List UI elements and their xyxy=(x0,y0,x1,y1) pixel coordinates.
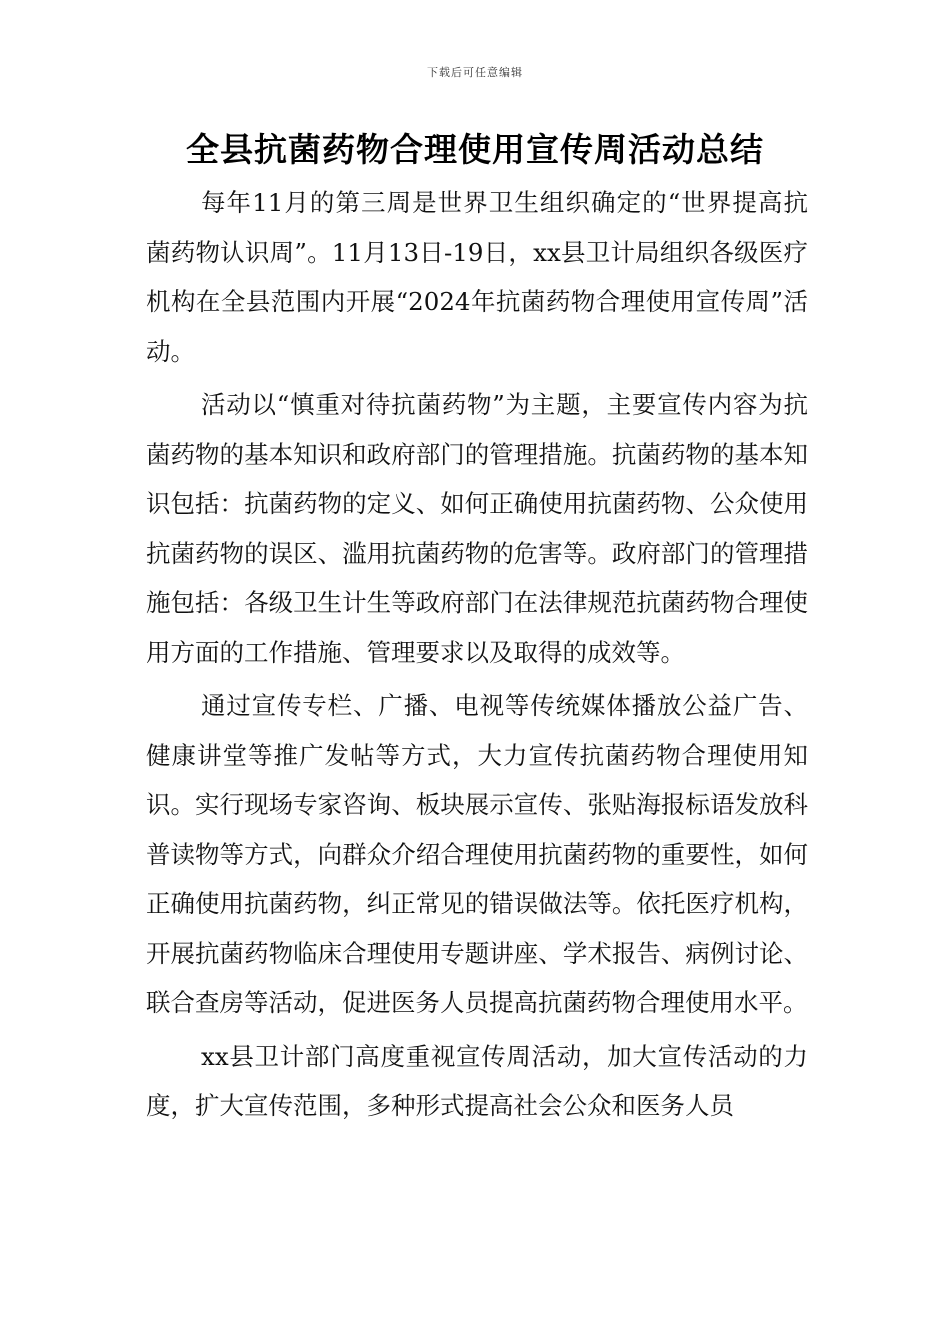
paragraph-3: 通过宣传专栏、广播、电视等传统媒体播放公益广告、健康讲堂等推广发帖等方式，大力宣传抗菌药物合理使用知识。实行现场专家咨询、板块展示宣传、张贴海报标语发放科普读物等方式，向群众介绍合理使用抗菌药物的重要性，如何正确使用抗菌药物，纠正常见的错误做法等。依托医疗机构，开展抗菌药物临床合理使用专题讲座、学术报告、病例讨论、联合查房等活动，促进医务人员提高抗菌药物合理使用水平。 xyxy=(146,691,808,1017)
paragraph-2: 活动以“慎重对待抗菌药物”为主题，主要宣传内容为抗菌药物的基本知识和政府部门的管理措施。抗菌药物的基本知识包括：抗菌药物的定义、如何正确使用抗菌药物、公众使用抗菌药物的误区、滥用抗菌药物的危害等。政府部门的管理措施包括：各级卫生计生等政府部门在法律规范抗菌药物合理使用方面的工作措施、管理要求以及取得的成效等。 xyxy=(146,390,808,667)
document-body xyxy=(146,178,808,1135)
paragraph-4: xx县卫计部门高度重视宣传周活动，加大宣传活动的力度，扩大宣传范围，多种形式提高社会公众和医务人员 xyxy=(146,1041,808,1120)
paragraph-1: 每年11月的第三周是世界卫生组织确定的“世界提高抗菌药物认识周”。11月13日-19日，xx县卫计局组织各级医疗机构在全县范围内开展“2024年抗菌药物合理使用宣传周”活动。 xyxy=(146,188,808,366)
document-title: 全县抗菌药物合理使用宣传周活动总结 xyxy=(186,130,764,169)
header-note: 下载后可任意编辑 xyxy=(427,66,523,79)
